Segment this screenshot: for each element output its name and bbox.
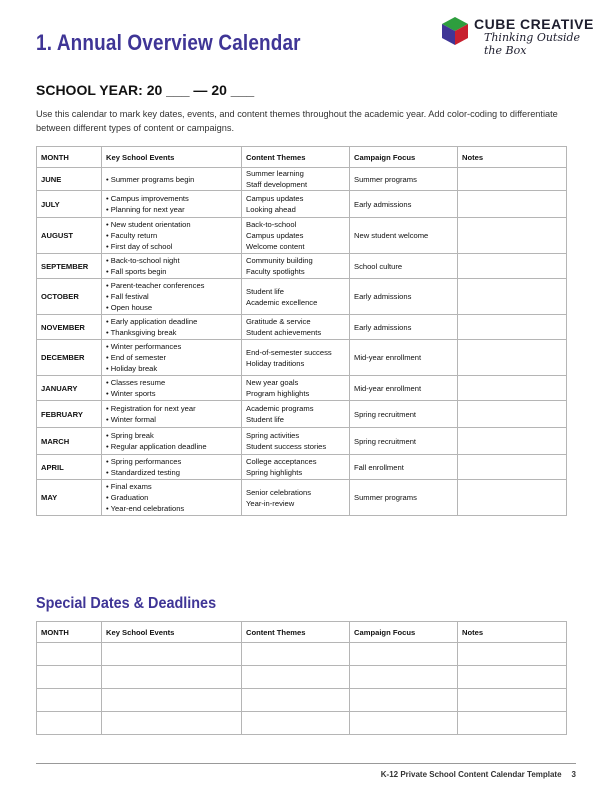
theme-item: Faculty spotlights [246,267,305,276]
event-item: • First day of school [106,242,173,251]
blank-cell[interactable] [350,666,458,689]
event-item: • Back-to-school night [106,256,180,265]
event-item: • Faculty return [106,231,158,240]
events-cell [102,428,242,455]
notes-cell[interactable] [458,191,567,218]
themes-cell [242,315,350,340]
blank-cell[interactable] [242,712,350,735]
column-header: Content Themes [242,622,350,643]
events-cell [102,218,242,254]
table-row [37,218,567,254]
theme-item: Community building [246,256,313,265]
events-cell [102,480,242,516]
table-row [37,689,567,712]
themes-cell [242,428,350,455]
theme-item: Senior celebrations [246,487,312,497]
notes-cell[interactable] [458,480,567,516]
column-header: Key School Events [102,622,242,643]
blank-cell[interactable] [37,712,102,735]
notes-cell[interactable] [458,279,567,315]
theme-item: Campus updates [246,231,304,240]
blank-cell[interactable] [102,666,242,689]
event-item: • Year-end celebrations [106,504,185,513]
table-row [37,279,567,315]
campaign-focus-cell: Fall enrollment [350,455,458,480]
theme-item: Spring activities [246,431,300,440]
themes-cell [242,401,350,428]
column-header: MONTH [37,622,102,643]
theme-item: Summer learning [246,169,304,178]
event-item: • Regular application deadline [106,442,207,451]
theme-item: Spring highlights [246,468,303,477]
theme-item: Student success stories [246,442,327,451]
logo [438,14,598,57]
blank-cell[interactable] [350,643,458,666]
blank-cell[interactable] [458,643,567,666]
theme-item: College acceptances [246,457,317,466]
table-row [37,401,567,428]
notes-cell[interactable] [458,254,567,279]
event-item: • Parent-teacher conferences [106,281,205,290]
table-row [37,191,567,218]
column-header: Campaign Focus [350,147,458,168]
themes-cell [242,376,350,401]
table-row [37,315,567,340]
blank-cell[interactable] [37,643,102,666]
table-row [37,643,567,666]
table-row [37,376,567,401]
blank-cell[interactable] [458,712,567,735]
campaign-focus-cell: Mid-year enrollment [350,376,458,401]
table-header-row [37,622,567,643]
logo-tagline: Thinking Outside the Box [484,31,581,57]
theme-item: Campus updates [246,194,304,203]
blank-cell[interactable] [242,666,350,689]
event-item: • Winter formal [106,415,156,424]
blank-cell[interactable] [102,643,242,666]
table-row [37,340,567,376]
event-item: • New student orientation [106,220,191,229]
column-header: Notes [458,147,567,168]
event-item: • Thanksgiving break [106,328,177,337]
blank-cell[interactable] [37,666,102,689]
theme-item: End-of-semester success [246,347,332,357]
themes-cell [242,218,350,254]
theme-item: Gratitude & service [246,317,311,326]
month-cell: MARCH [37,428,102,455]
table-row [37,428,567,455]
month-cell: JULY [37,191,102,218]
campaign-focus-cell: Spring recruitment [350,401,458,428]
theme-item: Student life [246,415,284,424]
theme-item: Academic excellence [246,297,318,307]
events-cell [102,168,242,191]
table-row [37,712,567,735]
table-row [37,480,567,516]
events-cell [102,401,242,428]
theme-item: Student life [246,286,284,296]
events-cell [102,376,242,401]
event-item: • Summer programs begin [106,174,195,184]
event-item: • Standardized testing [106,468,181,477]
campaign-focus-cell: Summer programs [350,480,458,516]
table-header-row [37,147,567,168]
annual-calendar-table [36,146,567,516]
events-cell [102,191,242,218]
event-item: • Final exams [106,482,152,491]
blank-cell[interactable] [350,689,458,712]
events-cell [102,340,242,376]
notes-cell[interactable] [458,455,567,480]
event-item: • Holiday break [106,364,158,373]
event-item: • Graduation [106,493,149,502]
logo-name: CUBE CREATIVE [474,16,594,32]
event-item: • Campus improvements [106,194,189,203]
notes-cell[interactable] [458,428,567,455]
blank-cell[interactable] [242,643,350,666]
campaign-focus-cell: Early admissions [350,315,458,340]
theme-item: Year-in-review [246,498,295,508]
campaign-focus-cell: Mid-year enrollment [350,340,458,376]
theme-item: Staff development [246,180,308,189]
campaign-focus-cell: Early admissions [350,279,458,315]
month-cell: AUGUST [37,218,102,254]
table-row [37,455,567,480]
month-cell: NOVEMBER [37,315,102,340]
footer-divider [36,763,576,764]
notes-cell[interactable] [458,315,567,340]
page-number: 3 [571,770,576,779]
campaign-focus-cell: New student welcome [350,218,458,254]
notes-cell[interactable] [458,218,567,254]
theme-item: Program highlights [246,389,310,398]
campaign-focus-cell: Summer programs [350,168,458,191]
event-item: • Winter sports [106,389,156,398]
cube-logo-icon [438,14,472,48]
events-cell [102,315,242,340]
event-item: • Winter performances [106,342,182,351]
month-cell: APRIL [37,455,102,480]
themes-cell [242,191,350,218]
theme-item: Student achievements [246,328,322,337]
footer [381,770,576,779]
blank-cell[interactable] [102,689,242,712]
special-dates-title: Special Dates & Deadlines [36,595,217,612]
month-cell: SEPTEMBER [37,254,102,279]
event-item: • Fall sports begin [106,267,167,276]
month-cell: MAY [37,480,102,516]
campaign-focus-cell: Spring recruitment [350,428,458,455]
school-year-field: SCHOOL YEAR: 20 ___ — 20 ___ [36,82,255,98]
table-row [37,666,567,689]
blank-cell[interactable] [458,666,567,689]
event-item: • End of semester [106,353,167,362]
campaign-focus-cell: School culture [350,254,458,279]
theme-item: Holiday traditions [246,358,305,368]
blank-cell[interactable] [242,689,350,712]
column-header: Notes [458,622,567,643]
blank-cell[interactable] [458,689,567,712]
events-cell [102,279,242,315]
notes-cell[interactable] [458,376,567,401]
themes-cell [242,279,350,315]
events-cell [102,455,242,480]
themes-cell [242,480,350,516]
special-dates-table [36,621,567,735]
theme-item: Back-to-school [246,220,297,229]
blank-cell[interactable] [350,712,458,735]
event-item: • Planning for next year [106,205,185,214]
intro-text: Use this calendar to mark key dates, events, and content themes throughout the academic year. Add color-coding to differentiate between different types of content or campaigns. [36,109,558,133]
themes-cell [242,455,350,480]
theme-item: New year goals [246,378,299,387]
theme-item: Looking ahead [246,205,296,214]
blank-cell[interactable] [37,689,102,712]
table-row [37,254,567,279]
event-item: • Open house [106,303,153,312]
month-cell: DECEMBER [37,340,102,376]
month-cell: JUNE [37,168,102,191]
event-item: • Early application deadline [106,317,198,326]
event-item: • Spring performances [106,457,182,466]
notes-cell[interactable] [458,168,567,191]
event-item: • Fall festival [106,292,149,301]
theme-item: Academic programs [246,404,314,413]
event-item: • Spring break [106,431,154,440]
notes-cell[interactable] [458,340,567,376]
theme-item: Welcome content [246,242,305,251]
blank-cell[interactable] [102,712,242,735]
month-cell: FEBRUARY [37,401,102,428]
table-row [37,168,567,191]
month-cell: JANUARY [37,376,102,401]
page-title: 1. Annual Overview Calendar [36,30,301,55]
column-header: Key School Events [102,147,242,168]
themes-cell [242,254,350,279]
notes-cell[interactable] [458,401,567,428]
column-header: Campaign Focus [350,622,458,643]
event-item: • Registration for next year [106,404,196,413]
footer-text: K-12 Private School Content Calendar Template [380,770,562,779]
event-item: • Classes resume [106,378,166,387]
events-cell [102,254,242,279]
themes-cell [242,340,350,376]
campaign-focus-cell: Early admissions [350,191,458,218]
month-cell: OCTOBER [37,279,102,315]
column-header: Content Themes [242,147,350,168]
column-header: MONTH [37,147,102,168]
themes-cell [242,168,350,191]
